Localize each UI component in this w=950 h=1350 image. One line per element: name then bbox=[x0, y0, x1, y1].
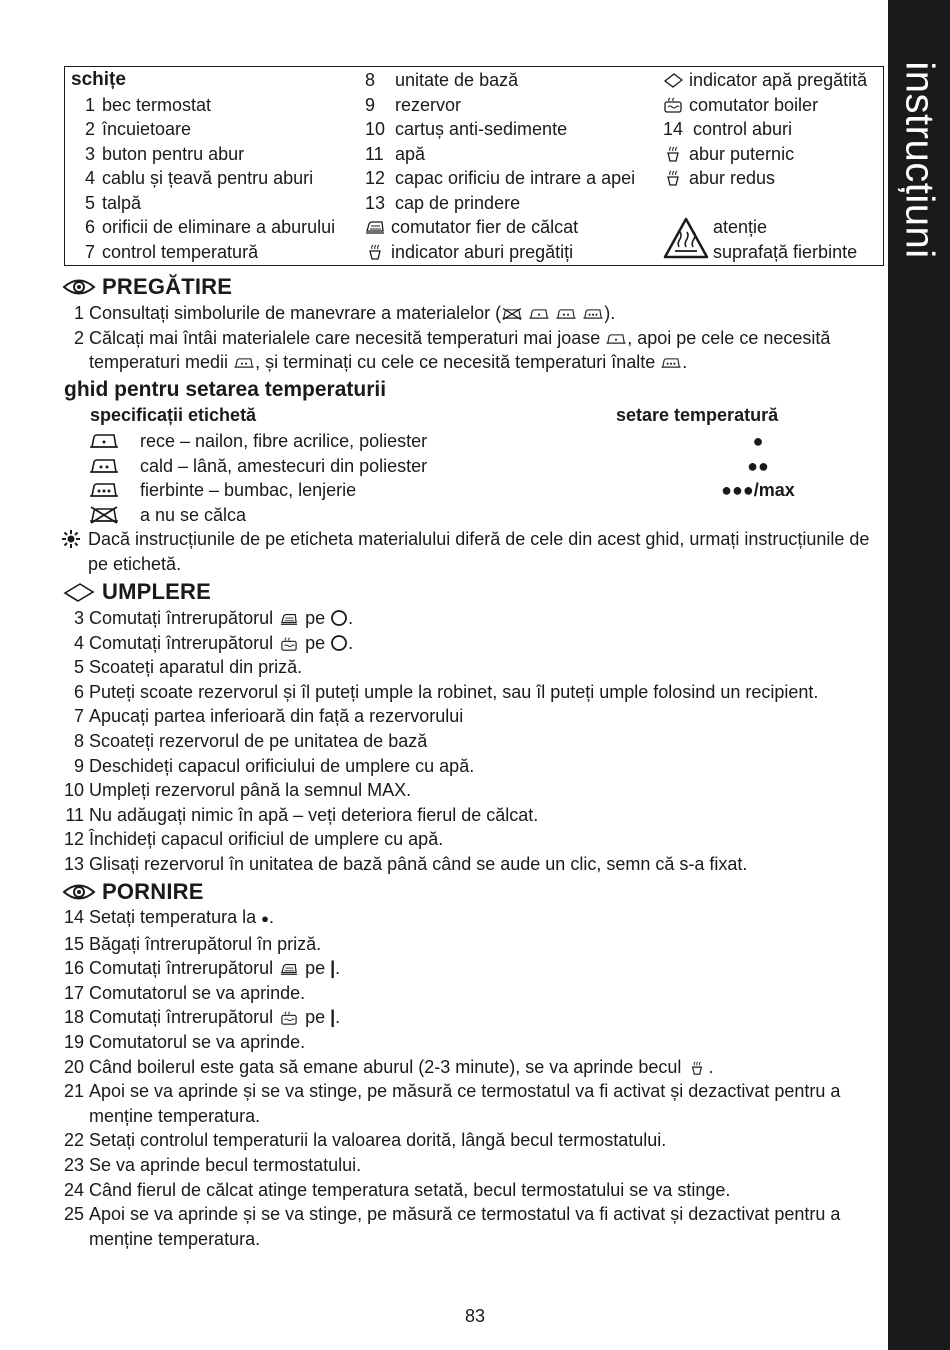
legend-number: 7 bbox=[84, 241, 95, 262]
item-text: Comutați întrerupătorul pe |. bbox=[89, 1007, 341, 1028]
item-text: Comutați întrerupătorul pe . bbox=[89, 608, 354, 628]
item-text: Deschideți capacul orificiului de umplere cu apă. bbox=[89, 755, 475, 776]
guide-row bbox=[88, 478, 848, 503]
legend-item bbox=[71, 191, 361, 216]
legend-label: cap de prindere bbox=[395, 192, 521, 213]
hot-surface-warning-icon bbox=[663, 217, 709, 259]
legend-label: control aburi bbox=[693, 119, 793, 139]
guide-title: ghid pentru setarea temperaturii bbox=[64, 378, 387, 401]
text-fragment: pe bbox=[300, 632, 331, 653]
list-item bbox=[60, 803, 886, 828]
item-number: 18 bbox=[63, 1007, 84, 1028]
legend-label: indicator aburi pregătiți bbox=[391, 241, 574, 262]
list-item bbox=[60, 905, 886, 932]
legend-number: 9 bbox=[365, 94, 376, 115]
section-heading-pregatire bbox=[62, 274, 232, 300]
legend-number: 2 bbox=[84, 119, 95, 139]
list-item bbox=[60, 1030, 886, 1055]
legend-label: unitate de bază bbox=[395, 70, 519, 90]
on-symbol: | bbox=[330, 1007, 336, 1028]
legend-label: cablu și țeavă pentru aburi bbox=[102, 168, 314, 188]
list-item bbox=[60, 1055, 886, 1080]
eye-icon bbox=[62, 881, 96, 903]
steam-ready-icon bbox=[365, 243, 385, 261]
guide-row-desc: rece – nailon, fibre acrilice, poliester bbox=[140, 431, 428, 451]
iron-switch-icon bbox=[365, 218, 385, 236]
guide-row bbox=[88, 454, 848, 479]
legend-number: 14 bbox=[663, 119, 684, 139]
item-text bbox=[89, 301, 886, 326]
list-item bbox=[60, 1128, 886, 1153]
no-iron-icon bbox=[501, 306, 523, 322]
text-fragment: pe bbox=[300, 958, 331, 979]
parts-legend-box bbox=[64, 66, 884, 266]
legend-label: control temperatură bbox=[102, 241, 259, 262]
legend-number: 11 bbox=[365, 143, 384, 164]
list-item bbox=[60, 704, 886, 729]
guide-row bbox=[88, 429, 848, 454]
text-fragment: Când boilerul este gata să emane aburul (2-3 minute), se va aprinde becul bbox=[89, 1056, 687, 1077]
item-text bbox=[89, 1055, 886, 1080]
legend-number: 3 bbox=[84, 143, 95, 164]
list-item bbox=[60, 981, 886, 1006]
section-title: PORNIRE bbox=[102, 879, 204, 904]
guide-row-desc: cald – lână, amestecuri din poliester bbox=[140, 455, 428, 476]
legend-label: rezervor bbox=[395, 94, 462, 115]
list-item bbox=[60, 326, 886, 375]
legend-item-boiler-switch bbox=[663, 93, 885, 118]
text-fragment: . bbox=[682, 352, 688, 373]
legend-item bbox=[365, 191, 655, 216]
warning-line-2: suprafață fierbinte bbox=[713, 241, 858, 262]
item-text: Comutatorul se va aprinde. bbox=[89, 1031, 306, 1052]
item-text: Scoateți aparatul din priză. bbox=[89, 657, 303, 678]
legend-item bbox=[71, 215, 361, 240]
section-heading-umplere bbox=[62, 579, 211, 605]
page-number: 83 bbox=[464, 1306, 486, 1326]
boiler-switch-icon bbox=[278, 636, 300, 652]
iron-three-dots-icon bbox=[660, 355, 682, 371]
item-number: 23 bbox=[63, 1154, 84, 1175]
item-number: 6 bbox=[73, 681, 84, 702]
legend-item bbox=[365, 68, 655, 93]
list-item bbox=[60, 778, 886, 803]
boiler-switch-icon bbox=[663, 96, 683, 114]
legend-item bbox=[71, 166, 361, 191]
item-text: Când fierul de călcat atinge temperatura setată, becul termostatului se va stinge. bbox=[89, 1179, 731, 1200]
text-fragment: pe bbox=[300, 608, 331, 628]
legend-item-low-steam bbox=[663, 166, 885, 191]
item-number: 13 bbox=[63, 853, 84, 874]
item-number: 17 bbox=[63, 982, 84, 1003]
parts-column-3 bbox=[663, 68, 885, 191]
item-text: Comutați întrerupătorul pe |. bbox=[89, 958, 341, 979]
item-text: Apoi se va aprinde și se va stinge, pe măsură ce termostatul va fi activat și dezactivat pentru a menține temperatura. bbox=[89, 1081, 841, 1126]
legend-label: comutator boiler bbox=[689, 94, 819, 115]
iron-two-dots-icon bbox=[555, 306, 577, 322]
guide-row-setting: ● bbox=[752, 431, 764, 451]
legend-label: bec termostat bbox=[102, 94, 212, 115]
text-fragment: Călcați mai întâi materialele care necesită temperaturi mai joase bbox=[89, 327, 606, 348]
text-fragment: Comutați întrerupătorul bbox=[89, 632, 279, 653]
item-number: 25 bbox=[63, 1204, 84, 1225]
list-item bbox=[60, 655, 886, 680]
pornire-list bbox=[60, 905, 886, 1251]
item-number: 9 bbox=[73, 755, 84, 776]
legend-item bbox=[71, 240, 361, 265]
guide-row-desc: a nu se călca bbox=[140, 504, 247, 525]
item-number: 1 bbox=[73, 303, 84, 323]
iron-one-dot-icon bbox=[88, 432, 120, 450]
list-item bbox=[60, 956, 886, 981]
iron-two-dots-icon bbox=[233, 355, 255, 371]
item-text: Apucați partea inferioară din față a rezervorului bbox=[89, 706, 464, 727]
legend-number: 13 bbox=[365, 192, 386, 213]
iron-one-dot-icon bbox=[605, 331, 627, 347]
legend-number: 6 bbox=[84, 217, 95, 237]
item-number: 14 bbox=[63, 907, 84, 927]
section-title: PREGĂTIRE bbox=[102, 274, 233, 299]
iron-three-dots-icon bbox=[88, 481, 120, 499]
item-number: 3 bbox=[73, 608, 84, 628]
water-ready-icon bbox=[663, 71, 683, 89]
no-iron-icon bbox=[88, 506, 120, 524]
legend-item bbox=[365, 142, 655, 167]
legend-item bbox=[71, 117, 361, 142]
parts-heading: schițe bbox=[71, 69, 126, 90]
iron-two-dots-icon bbox=[88, 457, 120, 475]
item-number: 10 bbox=[63, 780, 84, 801]
item-text: Comutatorul se va aprinde. bbox=[89, 982, 306, 1003]
guide-row bbox=[88, 503, 848, 528]
text-fragment: Comutați întrerupătorul bbox=[89, 958, 279, 979]
iron-switch-icon bbox=[278, 611, 300, 627]
item-text: Glisați rezervorul în unitatea de bază până când se aude un clic, semn că s-a fixat. bbox=[89, 853, 748, 874]
legend-item bbox=[365, 117, 655, 142]
item-text: Apoi se va aprinde și se va stinge, pe măsură ce termostatul va fi activat și dezactivat pentru a menține temperatura. bbox=[89, 1204, 841, 1249]
legend-item-14 bbox=[663, 117, 885, 142]
text-fragment: ). bbox=[604, 303, 616, 323]
text-fragment: Consultați simbolurile de manevrare a materialelor ( bbox=[89, 303, 502, 323]
off-circle-icon bbox=[330, 634, 348, 652]
guide-row-desc: fierbinte – bumbac, lenjerie bbox=[140, 480, 357, 501]
text-fragment: , și terminați cu cele ce necesită temperaturi înalte bbox=[255, 352, 661, 373]
iron-switch-icon bbox=[278, 961, 300, 977]
text-fragment: Setați temperatura la bbox=[89, 907, 262, 927]
legend-item-steam-ready bbox=[365, 240, 655, 265]
dot-symbol: ● bbox=[261, 911, 269, 926]
warning-text bbox=[713, 215, 857, 264]
item-text: Se va aprinde becul termostatului. bbox=[89, 1154, 362, 1175]
warning-line-1: atenție bbox=[713, 217, 768, 237]
item-number: 12 bbox=[63, 829, 84, 850]
legend-item-iron-switch bbox=[365, 215, 655, 240]
side-tab-label: instrucțiuni bbox=[897, 61, 942, 259]
legend-label: încuietoare bbox=[102, 119, 192, 139]
legend-number: 12 bbox=[365, 168, 386, 188]
legend-number: 5 bbox=[84, 192, 95, 213]
item-number: 2 bbox=[73, 327, 84, 348]
item-number: 16 bbox=[63, 958, 84, 979]
list-item bbox=[60, 729, 886, 754]
tip-sun-icon bbox=[62, 530, 82, 548]
item-number: 24 bbox=[63, 1179, 84, 1200]
item-text bbox=[89, 905, 886, 932]
section-title: UMPLERE bbox=[102, 579, 211, 604]
list-item bbox=[60, 1202, 886, 1251]
legend-label: abur puternic bbox=[689, 143, 795, 164]
boiler-switch-icon bbox=[278, 1010, 300, 1026]
item-number: 15 bbox=[63, 933, 84, 954]
on-symbol: | bbox=[330, 958, 336, 979]
iron-one-dot-icon bbox=[528, 306, 550, 322]
item-number: 22 bbox=[63, 1130, 84, 1151]
pregatire-list bbox=[60, 301, 886, 375]
tip-text: Dacă instrucțiunile de pe eticheta materialului diferă de cele din acest ghid, urmați instrucțiunile de pe etichetă. bbox=[88, 529, 870, 574]
tip-note bbox=[62, 527, 882, 576]
list-item bbox=[60, 852, 886, 877]
guide-row-setting: ●●●/max bbox=[721, 480, 795, 501]
item-text: Comutați întrerupătorul pe . bbox=[89, 632, 354, 653]
item-number: 7 bbox=[73, 706, 84, 727]
guide-column-label: specificații etichetă bbox=[90, 405, 257, 425]
item-number: 19 bbox=[63, 1031, 84, 1052]
list-item bbox=[60, 1079, 886, 1128]
iron-three-dots-icon bbox=[582, 306, 604, 322]
text-fragment: , apoi pe cele ce necesită temperaturi medii bbox=[89, 327, 831, 373]
legend-item-water-ready bbox=[663, 68, 885, 93]
parts-column-2 bbox=[365, 68, 655, 264]
legend-label: comutator fier de călcat bbox=[391, 217, 579, 237]
legend-number: 8 bbox=[365, 70, 376, 90]
item-text: Scoateți rezervorul de pe unitatea de bază bbox=[89, 730, 428, 751]
legend-number: 10 bbox=[365, 119, 386, 139]
legend-number: 4 bbox=[84, 168, 95, 188]
list-item bbox=[60, 754, 886, 779]
low-steam-icon bbox=[663, 169, 683, 187]
steam-ready-icon bbox=[686, 1060, 708, 1076]
legend-label: buton pentru abur bbox=[102, 143, 245, 164]
item-text: Închideți capacul orificiul de umplere cu apă. bbox=[89, 829, 444, 850]
list-item bbox=[60, 1178, 886, 1203]
legend-label: apă bbox=[395, 143, 426, 164]
legend-item bbox=[71, 93, 361, 118]
off-circle-icon bbox=[330, 609, 348, 627]
section-heading-pornire bbox=[62, 879, 204, 905]
text-fragment: . bbox=[268, 907, 274, 927]
text-fragment: Comutați întrerupătorul bbox=[89, 608, 279, 628]
legend-label: talpă bbox=[102, 192, 142, 213]
list-item bbox=[60, 932, 886, 957]
guide-row-setting: ●● bbox=[747, 455, 769, 476]
parts-column-1 bbox=[71, 68, 361, 264]
text-fragment: Comutați întrerupătorul bbox=[89, 1007, 279, 1028]
legend-item-strong-steam bbox=[663, 142, 885, 167]
list-item bbox=[60, 680, 886, 705]
legend-item bbox=[365, 93, 655, 118]
guide-table bbox=[88, 429, 848, 527]
text-fragment: . bbox=[708, 1056, 714, 1077]
list-item bbox=[60, 827, 886, 852]
item-number: 20 bbox=[63, 1056, 84, 1077]
legend-label: capac orificiu de intrare a apei bbox=[395, 168, 636, 188]
legend-label: cartuș anti-sedimente bbox=[395, 119, 568, 139]
item-text: Puteți scoate rezervorul și îl puteți umple la robinet, sau îl puteți umple folosind un recipient. bbox=[89, 681, 819, 702]
guide-column-setting: setare temperatură bbox=[616, 405, 779, 425]
list-item bbox=[60, 606, 886, 631]
item-number: 5 bbox=[73, 657, 84, 678]
hot-surface-warning bbox=[663, 215, 885, 265]
list-item bbox=[60, 1153, 886, 1178]
item-number: 4 bbox=[73, 632, 84, 653]
item-text: Setați controlul temperaturii la valoarea dorită, lângă becul termostatului. bbox=[89, 1130, 667, 1151]
list-item bbox=[60, 631, 886, 656]
item-number: 21 bbox=[63, 1081, 84, 1102]
legend-item bbox=[71, 142, 361, 167]
strong-steam-icon bbox=[663, 145, 683, 163]
legend-label: indicator apă pregătită bbox=[689, 70, 868, 90]
umplere-list bbox=[60, 606, 886, 877]
list-item bbox=[60, 1005, 886, 1030]
item-text: Umpleți rezervorul până la semnul MAX. bbox=[89, 780, 412, 801]
water-diamond-icon bbox=[62, 581, 96, 603]
eye-icon bbox=[62, 276, 96, 298]
item-number: 8 bbox=[73, 730, 84, 751]
legend-item bbox=[365, 166, 655, 191]
item-number: 11 bbox=[65, 804, 84, 825]
list-item bbox=[60, 301, 886, 326]
item-text bbox=[89, 326, 886, 375]
legend-number: 1 bbox=[84, 94, 95, 115]
text-fragment: pe bbox=[300, 1007, 331, 1028]
item-text: Nu adăugați nimic în apă – veți deteriora fierul de călcat. bbox=[89, 804, 539, 825]
legend-label: abur redus bbox=[689, 168, 776, 188]
item-text: Băgați întrerupătorul în priză. bbox=[89, 933, 322, 954]
legend-label: orificii de eliminare a aburului bbox=[102, 217, 336, 237]
